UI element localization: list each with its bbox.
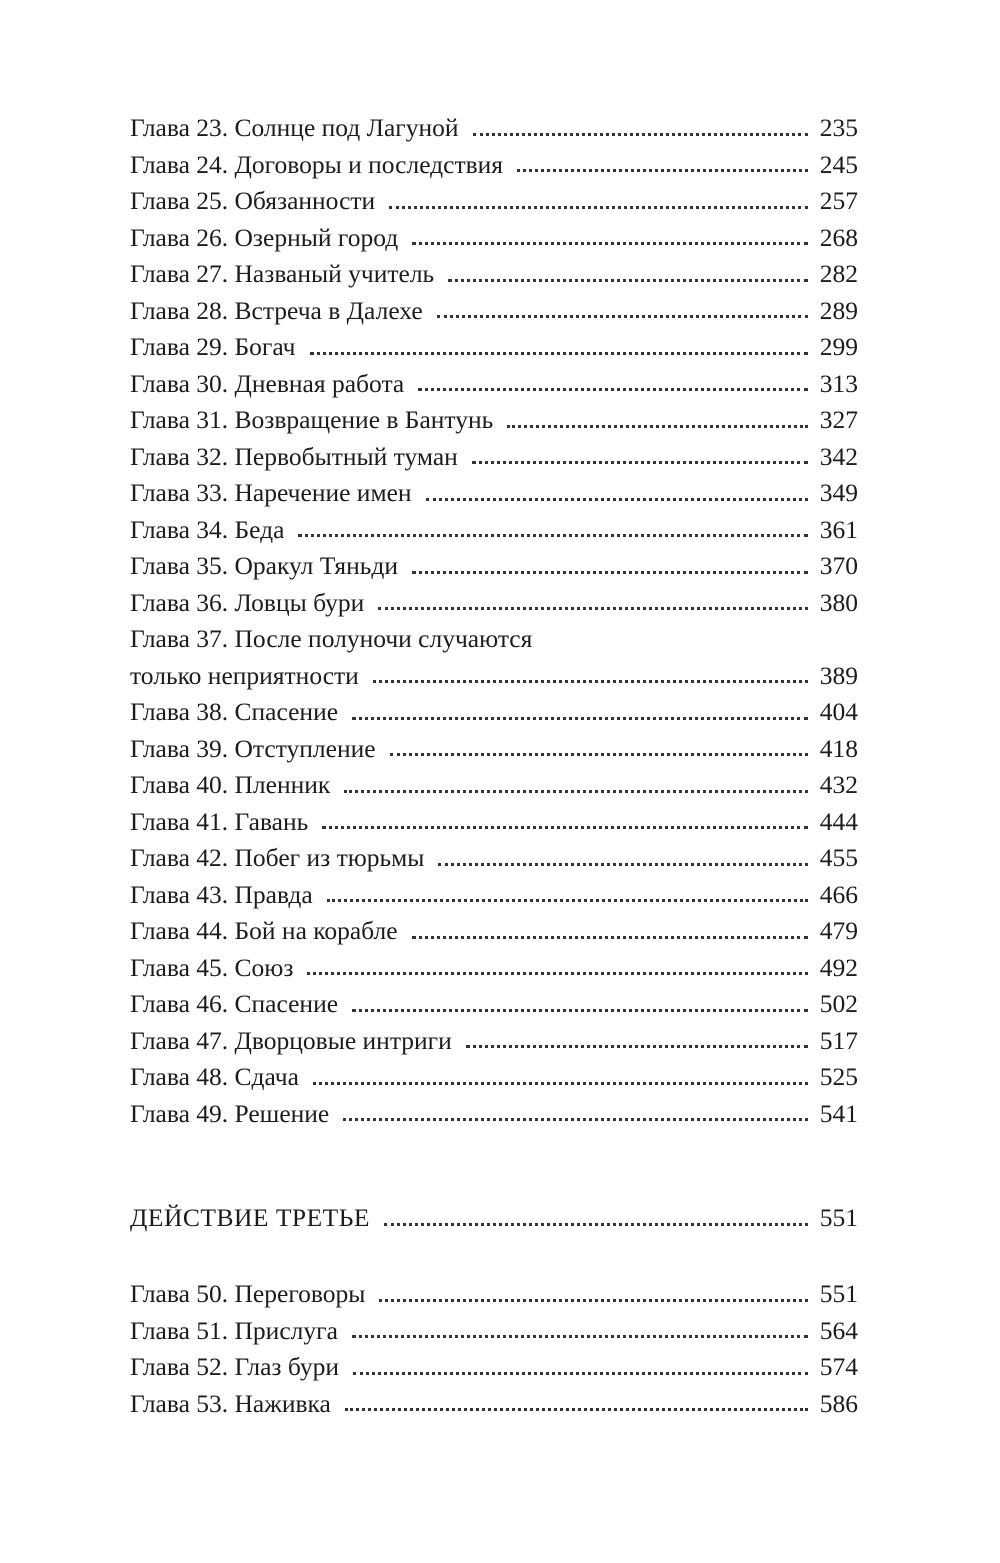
dot-leader bbox=[345, 1408, 808, 1411]
toc-entry bbox=[130, 658, 858, 695]
dot-leader bbox=[352, 1009, 808, 1012]
toc-chapters-list-act3 bbox=[130, 1276, 858, 1422]
toc-section bbox=[130, 1200, 858, 1237]
dot-leader bbox=[412, 571, 808, 574]
page-number: 517 bbox=[819, 1025, 858, 1055]
page-number: 444 bbox=[819, 806, 858, 836]
toc-entry bbox=[130, 548, 858, 585]
dot-leader bbox=[390, 753, 808, 756]
toc-entry bbox=[130, 731, 858, 768]
chapter-title: Глава 46. Спасение bbox=[130, 989, 339, 1018]
page-number: 525 bbox=[819, 1062, 858, 1091]
chapter-title: Глава 42. Побег из тюрьмы bbox=[130, 843, 425, 872]
chapter-title: Глава 35. Оракул Тяньди bbox=[130, 551, 398, 580]
toc-entry bbox=[130, 1276, 858, 1313]
page-number: 282 bbox=[819, 259, 858, 288]
dot-leader bbox=[412, 936, 808, 939]
dot-leader bbox=[373, 680, 808, 683]
dot-leader bbox=[298, 534, 807, 537]
chapter-title: Глава 24. Договоры и последствия bbox=[130, 149, 504, 179]
section-entry bbox=[130, 1200, 858, 1237]
dot-leader bbox=[352, 1335, 808, 1338]
page-number: 564 bbox=[819, 1315, 858, 1345]
toc-entry bbox=[130, 439, 858, 476]
chapter-title: Глава 45. Союз bbox=[130, 952, 294, 982]
dot-leader bbox=[418, 388, 808, 391]
chapter-title: Глава 51. Прислуга bbox=[130, 1315, 338, 1345]
dot-leader bbox=[517, 169, 808, 172]
page-number: 404 bbox=[819, 697, 858, 726]
chapter-title: Глава 36. Ловцы бури bbox=[130, 587, 365, 617]
section-page-number: 551 bbox=[819, 1203, 858, 1232]
page-number: 551 bbox=[819, 1279, 858, 1308]
page-number: 361 bbox=[819, 514, 858, 544]
page-number: 586 bbox=[819, 1388, 858, 1418]
page-number: 541 bbox=[819, 1098, 858, 1128]
chapter-title: Глава 50. Переговоры bbox=[130, 1279, 366, 1308]
chapter-title: Глава 28. Встреча в Далехе bbox=[130, 295, 423, 325]
chapter-title: Глава 29. Богач bbox=[130, 332, 296, 361]
toc-entry bbox=[130, 1349, 858, 1386]
toc-entry bbox=[130, 183, 858, 220]
toc-entry bbox=[130, 402, 858, 439]
toc-entry bbox=[130, 366, 858, 403]
chapter-title: Глава 49. Решение bbox=[130, 1098, 330, 1128]
chapter-title: Глава 23. Солнце под Лагуной bbox=[130, 113, 459, 142]
chapter-title: Глава 47. Дворцовые интриги bbox=[130, 1025, 452, 1055]
page-number: 380 bbox=[819, 587, 858, 617]
chapter-title: Глава 39. Отступление bbox=[130, 733, 376, 763]
page-number: 257 bbox=[819, 186, 858, 215]
page-number: 574 bbox=[819, 1352, 858, 1381]
page-number: 492 bbox=[819, 952, 858, 982]
page-number: 370 bbox=[819, 551, 858, 580]
toc-entry bbox=[130, 512, 858, 549]
dot-leader bbox=[412, 242, 808, 245]
toc-entry bbox=[130, 585, 858, 622]
page-number: 455 bbox=[819, 843, 858, 872]
chapter-title: Глава 33. Наречение имен bbox=[130, 478, 412, 507]
page-number: 342 bbox=[819, 441, 858, 471]
chapter-title: Глава 27. Названый учитель bbox=[130, 259, 435, 288]
page-number: 432 bbox=[819, 770, 858, 799]
dot-leader bbox=[378, 607, 807, 610]
chapter-title: Глава 34. Беда bbox=[130, 514, 285, 544]
dot-leader bbox=[327, 899, 808, 902]
toc-entry bbox=[130, 986, 858, 1023]
toc-entry bbox=[130, 1096, 858, 1133]
page-number: 289 bbox=[819, 295, 858, 325]
page-number: 389 bbox=[819, 660, 858, 690]
dot-leader bbox=[307, 972, 807, 975]
dot-leader bbox=[352, 717, 808, 720]
toc-chapters-list bbox=[130, 110, 858, 1132]
toc-entry bbox=[130, 256, 858, 293]
toc-entry bbox=[130, 877, 858, 914]
dot-leader bbox=[466, 1045, 808, 1048]
toc-entry bbox=[130, 1313, 858, 1350]
toc-entry bbox=[130, 804, 858, 841]
chapter-title: Глава 38. Спасение bbox=[130, 697, 339, 726]
section-title: ДЕЙСТВИЕ ТРЕТЬЕ bbox=[130, 1203, 370, 1232]
dot-leader bbox=[437, 315, 808, 318]
chapter-title: Глава 31. Возвращение в Бантунь bbox=[130, 405, 494, 434]
page-number: 502 bbox=[819, 989, 858, 1018]
dot-leader bbox=[353, 1372, 808, 1375]
toc-entry bbox=[130, 913, 858, 950]
dot-leader bbox=[310, 352, 808, 355]
toc-entry bbox=[130, 621, 858, 658]
toc-entry bbox=[130, 767, 858, 804]
page-number: 479 bbox=[819, 916, 858, 945]
toc-entry bbox=[130, 220, 858, 257]
chapter-title: Глава 26. Озерный город bbox=[130, 222, 399, 252]
dot-leader bbox=[438, 863, 807, 866]
chapter-title: Глава 32. Первобытный туман bbox=[130, 441, 458, 471]
chapter-title: Глава 25. Обязанности bbox=[130, 186, 376, 215]
page-number: 327 bbox=[819, 405, 858, 434]
chapter-title: Глава 41. Гавань bbox=[130, 806, 309, 836]
page-number: 349 bbox=[819, 478, 858, 507]
toc-entry bbox=[130, 147, 858, 184]
chapter-title: только неприятности bbox=[130, 660, 359, 690]
chapter-title: Глава 43. Правда bbox=[130, 879, 313, 909]
dot-leader bbox=[384, 1223, 808, 1226]
dot-leader bbox=[473, 133, 808, 136]
dot-leader bbox=[389, 206, 808, 209]
page-number: 466 bbox=[819, 879, 858, 909]
chapter-title: Глава 37. После полуночи случаются bbox=[130, 624, 533, 653]
page-number: 418 bbox=[819, 733, 858, 763]
toc-entry bbox=[130, 694, 858, 731]
dot-leader bbox=[343, 1118, 808, 1121]
dot-leader bbox=[507, 425, 807, 428]
toc-entry bbox=[130, 1386, 858, 1423]
toc-entry bbox=[130, 293, 858, 330]
dot-leader bbox=[448, 279, 808, 282]
toc-entry bbox=[130, 950, 858, 987]
dot-leader bbox=[379, 1299, 807, 1302]
toc-entry bbox=[130, 110, 858, 147]
page-number: 313 bbox=[819, 368, 858, 398]
chapter-title: Глава 44. Бой на корабле bbox=[130, 916, 398, 945]
page-number: 268 bbox=[819, 222, 858, 252]
toc-entry bbox=[130, 1059, 858, 1096]
toc-entry bbox=[130, 475, 858, 512]
dot-leader bbox=[472, 461, 808, 464]
page-number: 235 bbox=[819, 113, 858, 142]
dot-leader bbox=[426, 498, 808, 501]
chapter-title: Глава 53. Наживка bbox=[130, 1388, 331, 1418]
toc-entry bbox=[130, 1023, 858, 1060]
page-number: 299 bbox=[819, 332, 858, 361]
page-number: 245 bbox=[819, 149, 858, 179]
dot-leader bbox=[322, 826, 808, 829]
dot-leader bbox=[344, 790, 807, 793]
chapter-title: Глава 48. Сдача bbox=[130, 1062, 299, 1091]
dot-leader bbox=[313, 1082, 808, 1085]
toc-entry bbox=[130, 840, 858, 877]
chapter-title: Глава 52. Глаз бури bbox=[130, 1352, 339, 1381]
toc-entry bbox=[130, 329, 858, 366]
chapter-title: Глава 40. Пленник bbox=[130, 770, 331, 799]
chapter-title: Глава 30. Дневная работа bbox=[130, 368, 405, 398]
